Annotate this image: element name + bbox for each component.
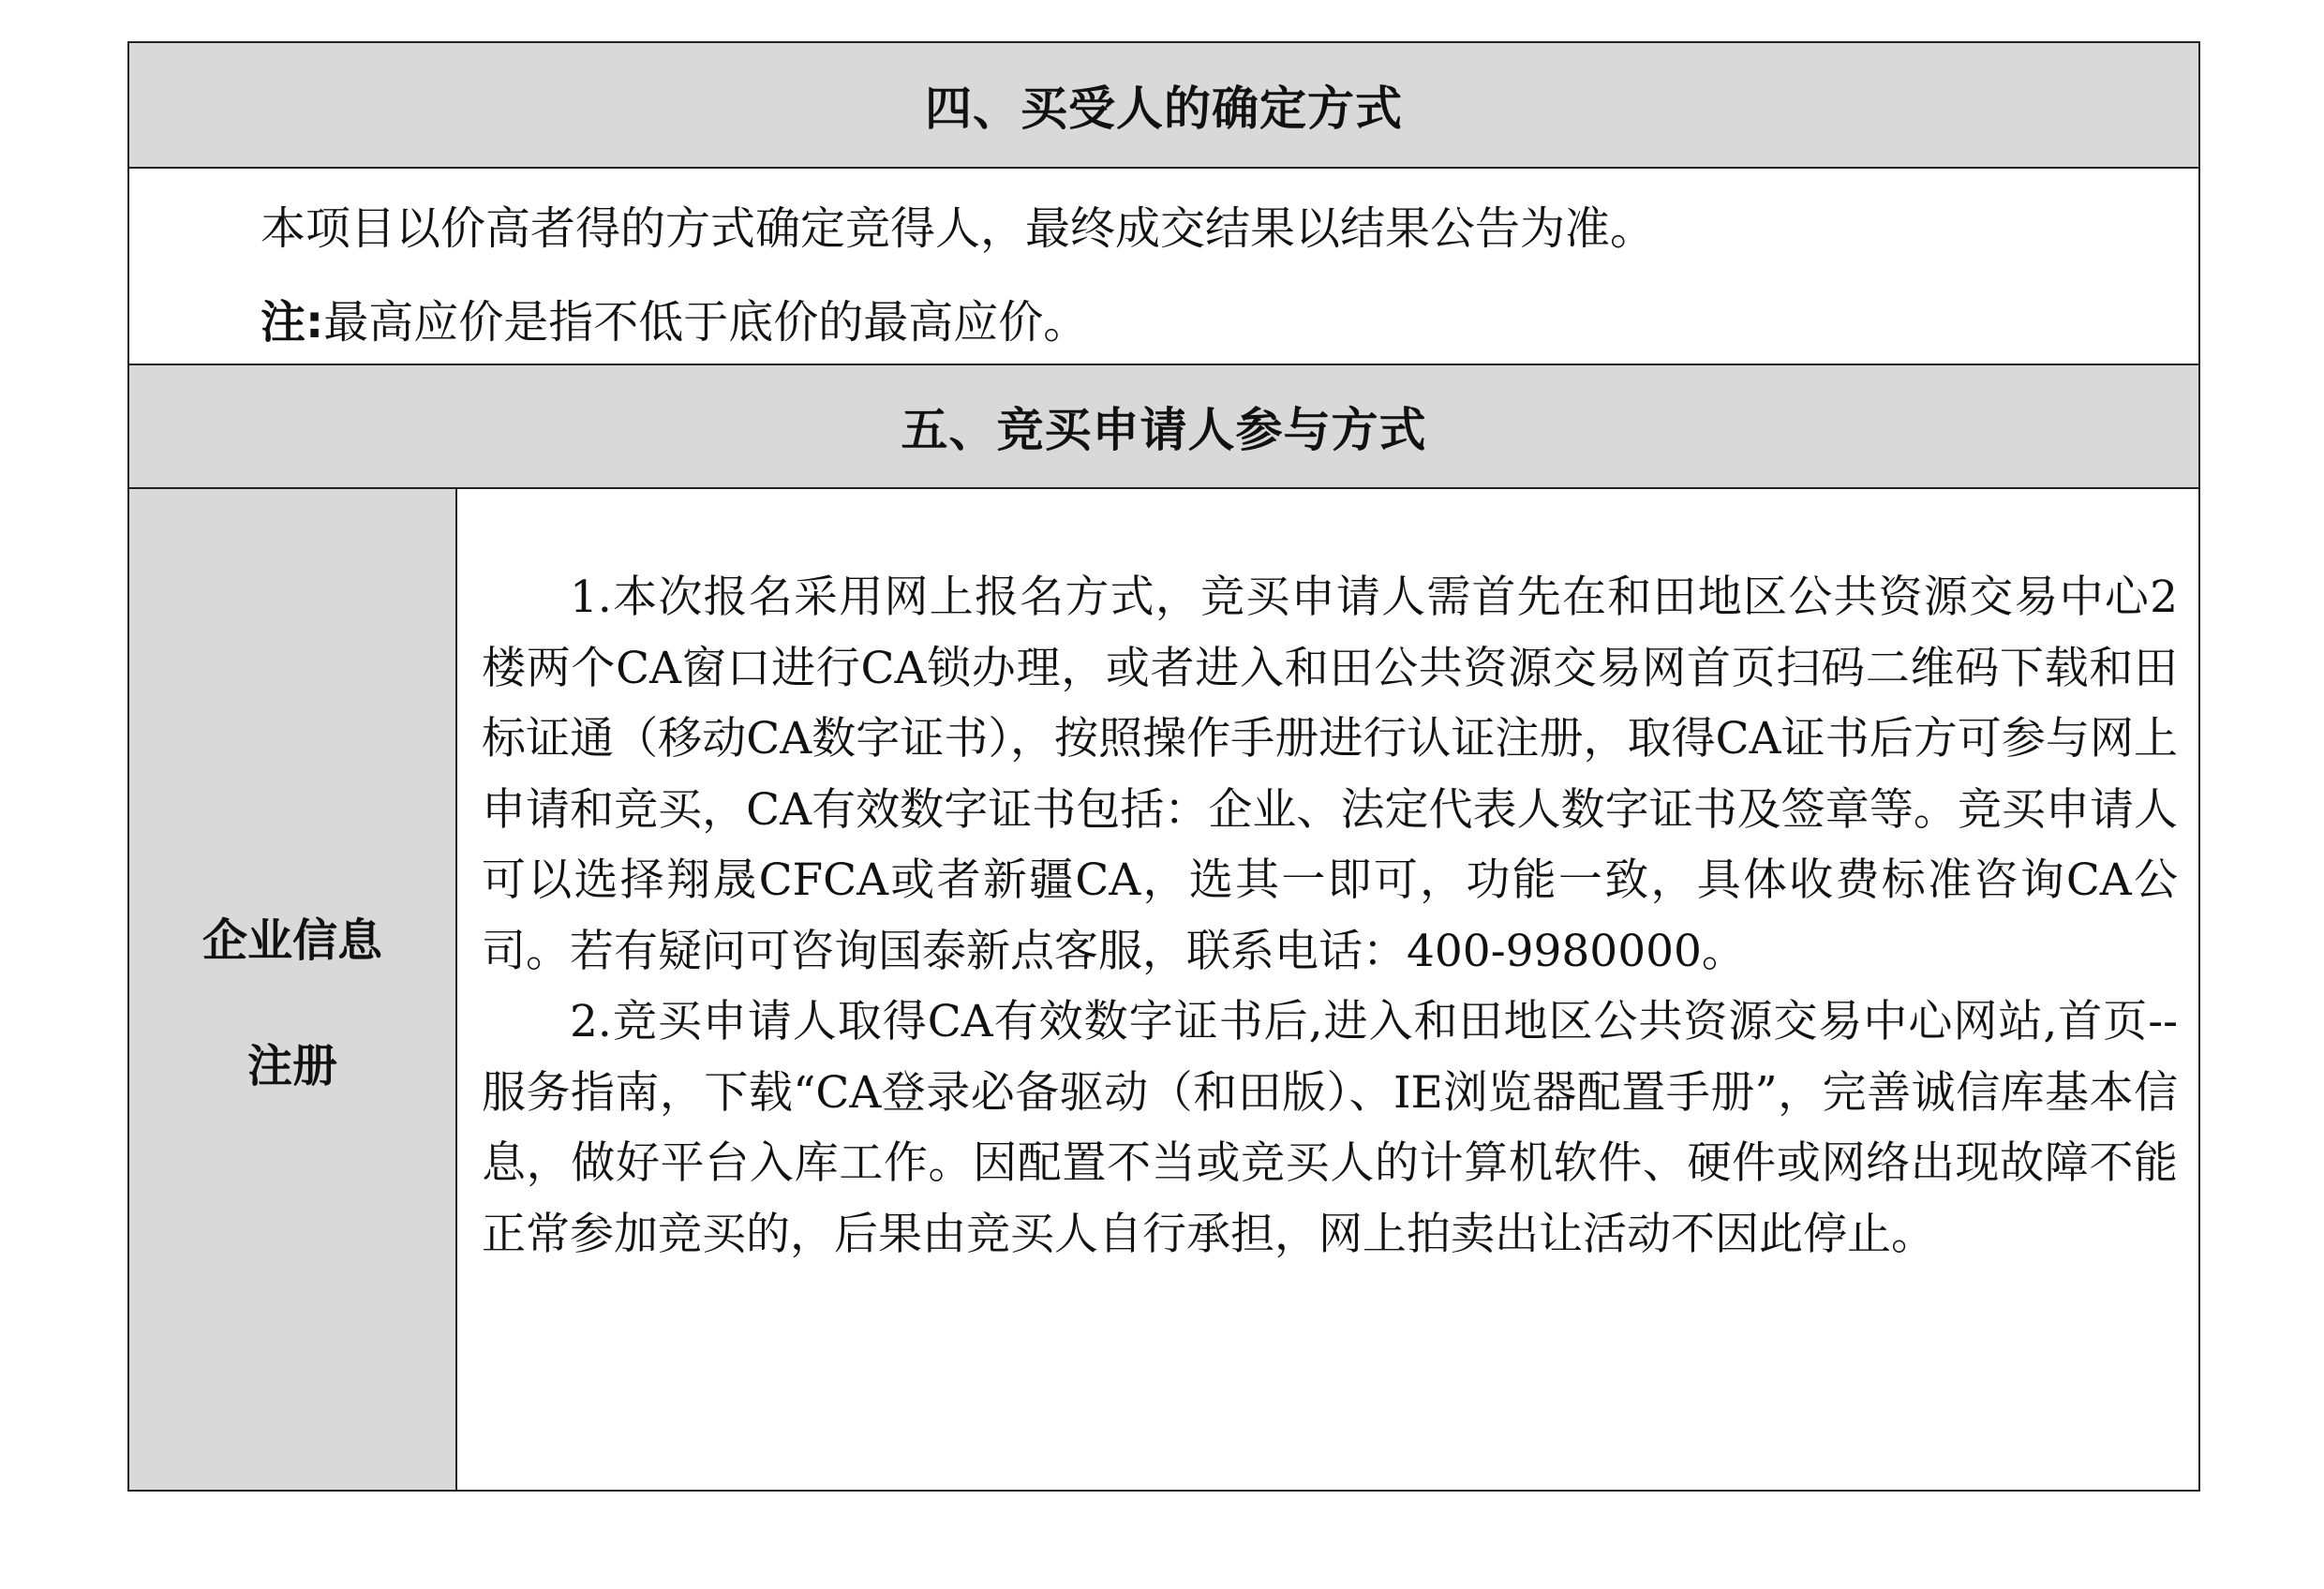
section-4-line1: 本项目以价高者得的方式确定竞得人，最终成交结果以结果公告为准。 xyxy=(261,202,1656,255)
paragraph-1: 1.本次报名采用网上报名方式，竞买申请人需首先在和田地区公共资源交易中心2楼两个CA窗口进行CA锁办理，或者进入和田公共资源交易网首页扫码二维码下载和田标证通（移动CA数字证书），按照操作手册进行认证注册，取得CA证书后方可参与网上申请和竞买，CA有效数字证书包括：企业、法定代表人数字证书及签章等。竞买申请人可以选择翔晟CFCA或者新疆CA，选其一即可，功能一致，具体收费标准咨询CA公司。若有疑问可咨询国泰新点客服，联系电话：400-9980000。 xyxy=(482,572,2178,977)
paragraph-2: 2.竞买申请人取得CA有效数字证书后,进入和田地区公共资源交易中心网站,首页--服务指南，下载“CA登录必备驱动（和田版）、IE浏览器配置手册”，完善诚信库基本信息，做好平台入库工作。因配置不当或竞买人的计算机软件、硬件或网络出现故障不能正常参加竞买的，后果由竞买人自行承担，网上拍卖出让活动不因此停止。 xyxy=(482,996,2178,1260)
side-label-line2: 注册 xyxy=(246,1040,337,1092)
content-cell xyxy=(457,489,2198,1490)
side-label-line1: 企业信息 xyxy=(201,914,382,967)
section-4-note xyxy=(261,275,2198,369)
note-label: 注: xyxy=(261,296,324,349)
section-4-body xyxy=(129,169,2198,365)
section-5-header xyxy=(129,365,2198,489)
section-5-title: 五、竞买申请人参与方式 xyxy=(901,403,1427,457)
note-text: 最高应价是指不低于底价的最高应价。 xyxy=(323,296,1089,349)
section-4-header xyxy=(129,43,2198,169)
document-table xyxy=(127,41,2200,1492)
section-5-row xyxy=(129,489,2198,1490)
section-4-title: 四、买受人的确定方式 xyxy=(925,82,1403,136)
side-label-cell xyxy=(129,489,457,1490)
